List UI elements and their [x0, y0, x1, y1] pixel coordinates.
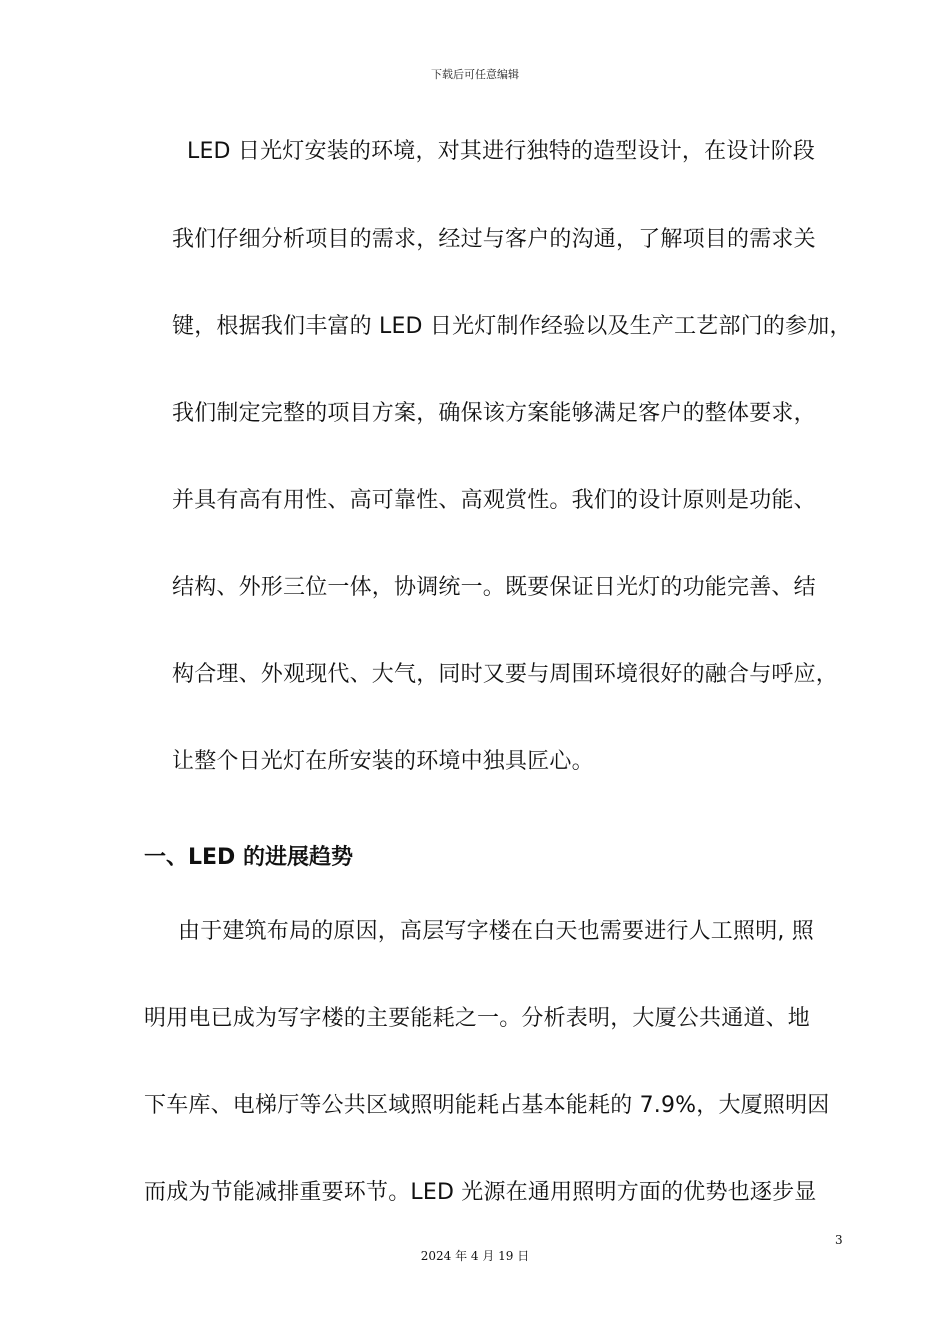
section1-line-1: LED 日光灯安装的环境，对其进行独特的造型设计，在设计阶段 — [187, 139, 816, 164]
section2-line-1: 由于建筑布局的原因，高层写字楼在白天也需要进行人工照明, 照 — [178, 919, 814, 944]
page-number: 3 — [835, 1233, 843, 1247]
section2-line-3: 下车库、电梯厅等公共区域照明能耗占基本能耗的 7.9%，大厦照明因 — [144, 1093, 830, 1118]
section1-line-6: 结构、外形三位一体，协调统一。既要保证日光灯的功能完善、结 — [172, 575, 816, 600]
section1-line-2: 我们仔细分析项目的需求，经过与客户的沟通，了解项目的需求关 — [172, 227, 816, 252]
section1-line-3: 键，根据我们丰富的 LED 日光灯制作经验以及生产工艺部门的参加， — [172, 314, 852, 339]
page-header: 下载后可任意编辑 — [431, 68, 519, 81]
section1-line-4: 我们制定完整的项目方案，确保该方案能够满足客户的整体要求， — [172, 401, 816, 426]
section1-line-8: 让整个日光灯在所安装的环境中独具匠心。 — [172, 749, 594, 774]
section1-line-5: 并具有高有用性、高可靠性、高观赏性。我们的设计原则是功能、 — [172, 488, 816, 513]
section2-line-2: 明用电已成为写字楼的主要能耗之一。分析表明，大厦公共通道、地 — [144, 1006, 811, 1031]
section2-line-4: 而成为节能减排重要环节。LED 光源在通用照明方面的优势也逐步显 — [144, 1180, 817, 1205]
footer-date: 2024 年 4 月 19 日 — [420, 1249, 530, 1263]
section-heading: 一、LED 的进展趋势 — [144, 845, 353, 870]
section1-line-7: 构合理、外观现代、大气，同时又要与周围环境很好的融合与呼应， — [172, 662, 839, 687]
